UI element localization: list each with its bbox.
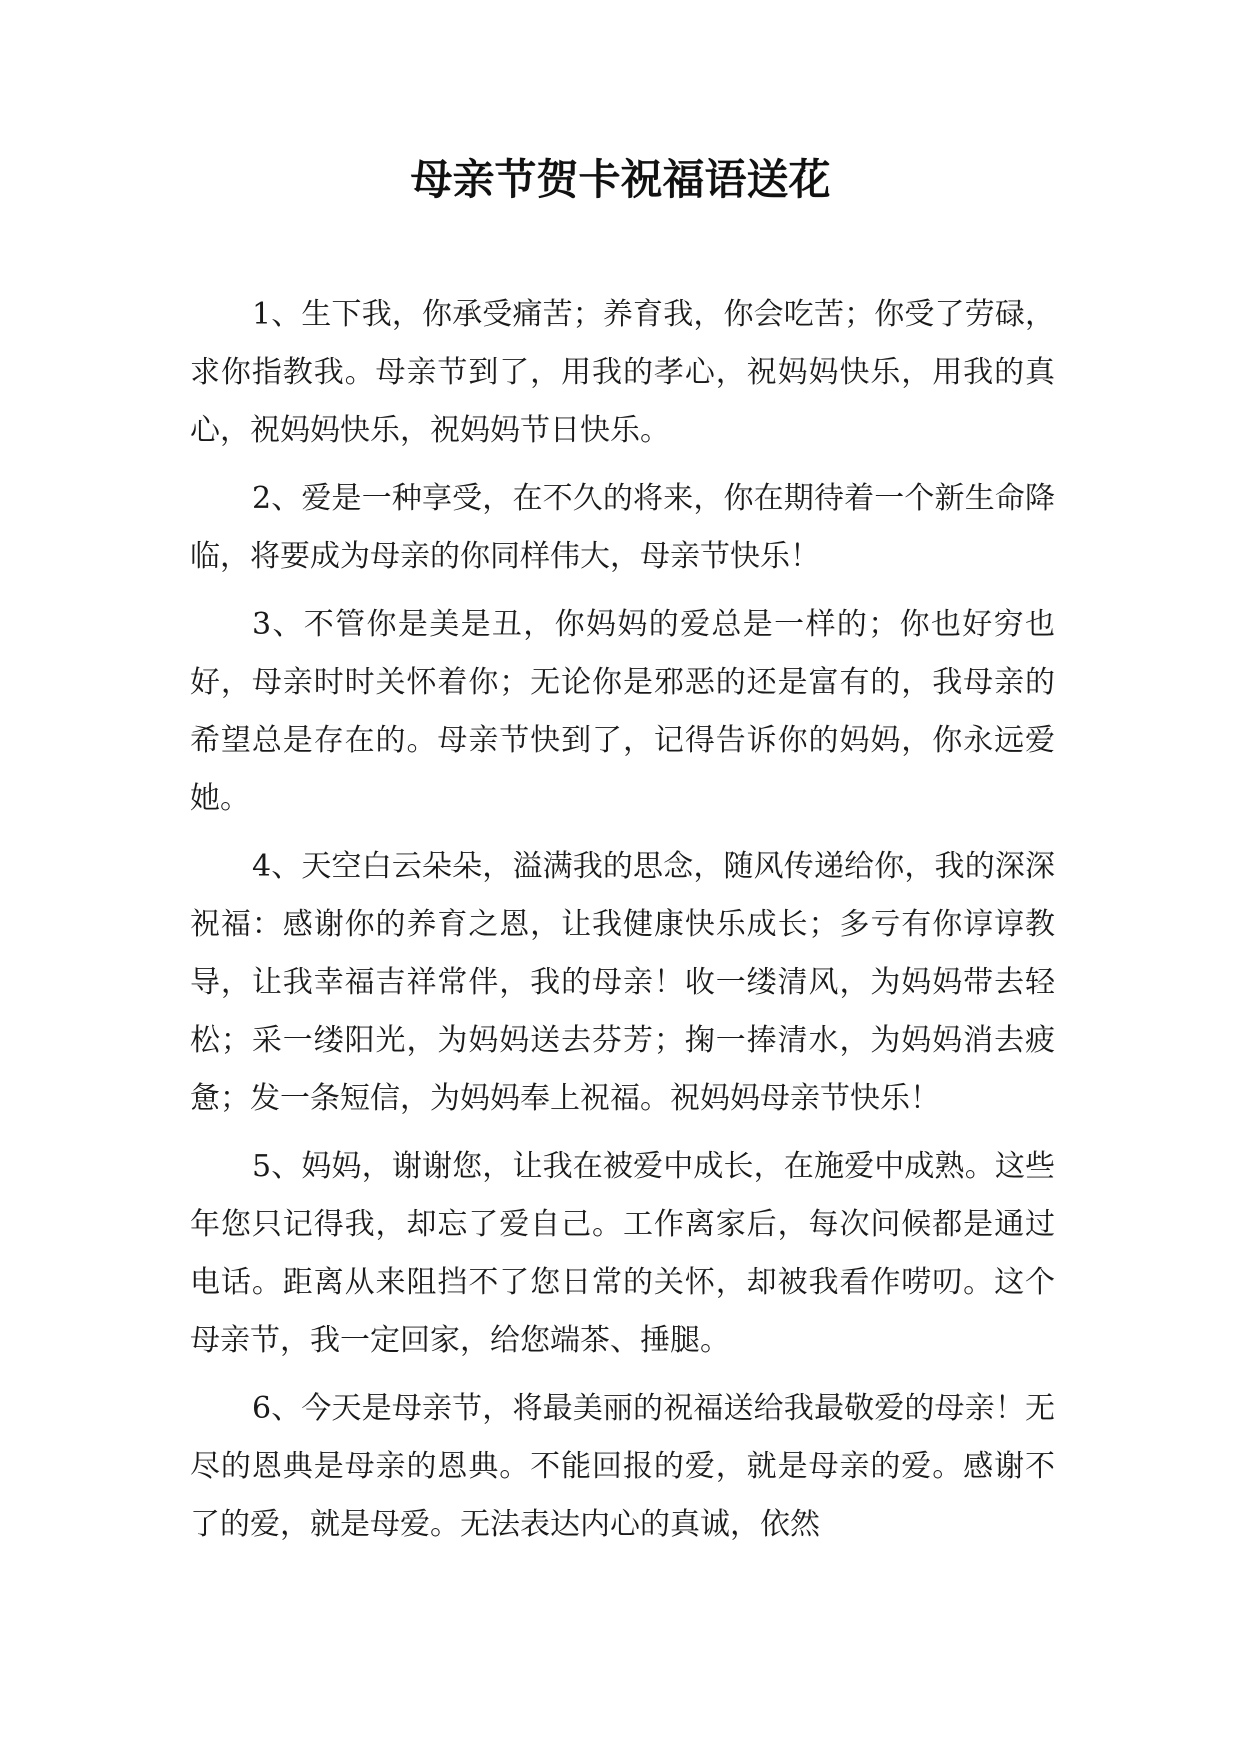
paragraph-4: 4、天空白云朵朵，溢满我的思念，随风传递给你，我的深深祝福：感谢你的养育之恩，让我健康快乐成长；多亏有你谆谆教导，让我幸福吉祥常伴，我的母亲！收一缕清风，为妈妈带去轻松；采一缕阳光，为妈妈送去芬芳；掬一捧清水，为妈妈消去疲惫；发一条短信，为妈妈奉上祝福。祝妈妈母亲节快乐！	[190, 849, 1055, 1116]
paragraph-1: 1、生下我，你承受痛苦；养育我，你会吃苦；你受了劳碌，求你指教我。母亲节到了，用我的孝心，祝妈妈快乐，用我的真心，祝妈妈快乐，祝妈妈节日快乐。	[190, 297, 1055, 448]
document-title: 母亲节贺卡祝福语送花	[410, 155, 831, 204]
paragraph-3: 3、不管你是美是丑，你妈妈的爱总是一样的；你也好穷也好，母亲时时关怀着你；无论你是邪恶的还是富有的，我母亲的希望总是存在的。母亲节快到了，记得告诉你的妈妈，你永远爱她。	[190, 607, 1055, 816]
paragraph-2: 2、爱是一种享受，在不久的将来，你在期待着一个新生命降临，将要成为母亲的你同样伟大，母亲节快乐！	[190, 481, 1055, 574]
document-body	[190, 286, 1055, 1564]
paragraph-5: 5、妈妈，谢谢您，让我在被爱中成长，在施爱中成熟。这些年您只记得我，却忘了爱自己。工作离家后，每次问候都是通过电话。距离从来阻挡不了您日常的关怀，却被我看作唠叨。这个母亲节，我一定回家，给您端茶、捶腿。	[190, 1149, 1055, 1358]
paragraph-6: 6、今天是母亲节，将最美丽的祝福送给我最敬爱的母亲！无尽的恩典是母亲的恩典。不能回报的爱，就是母亲的爱。感谢不了的爱，就是母爱。无法表达内心的真诚，依然	[190, 1391, 1055, 1542]
